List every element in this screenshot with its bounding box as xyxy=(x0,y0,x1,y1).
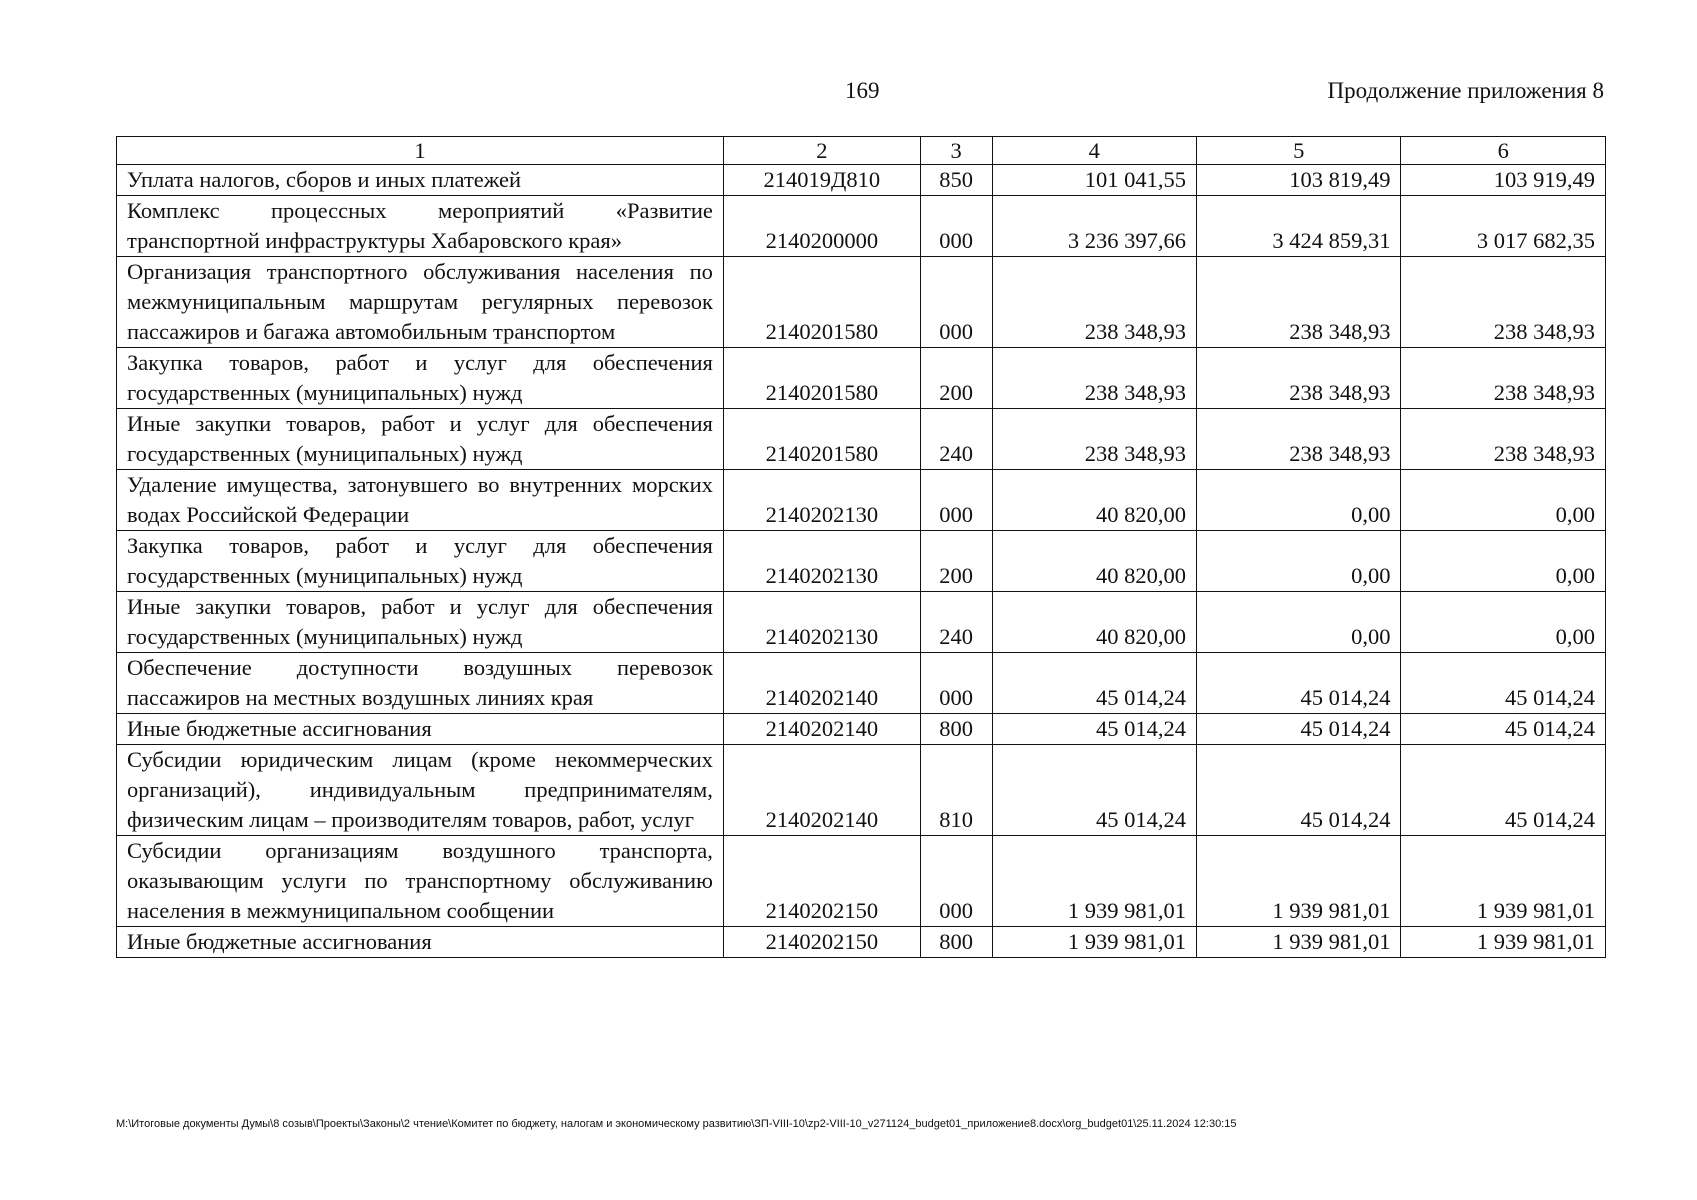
row-value-col6: 45 014,24 xyxy=(1401,653,1606,714)
row-type-cell: 800 xyxy=(920,927,992,958)
row-type-cell: 000 xyxy=(920,836,992,927)
row-value-col6: 0,00 xyxy=(1401,592,1606,653)
row-value-col6: 238 348,93 xyxy=(1401,409,1606,470)
row-name-cell: Обеспечение доступности воздушных перевозок пассажиров на местных воздушных линиях края xyxy=(117,653,724,714)
row-value-col5: 103 819,49 xyxy=(1197,165,1401,196)
row-value-col6: 1 939 981,01 xyxy=(1401,927,1606,958)
table-header-row xyxy=(117,137,1606,165)
row-code-cell: 2140202150 xyxy=(723,927,920,958)
table-row xyxy=(117,836,1606,927)
row-code-cell: 2140201580 xyxy=(723,409,920,470)
table-row xyxy=(117,745,1606,836)
row-value-col4: 40 820,00 xyxy=(992,592,1196,653)
row-value-col5: 238 348,93 xyxy=(1197,257,1401,348)
row-value-col5: 238 348,93 xyxy=(1197,348,1401,409)
row-code-cell: 2140202140 xyxy=(723,653,920,714)
table-row xyxy=(117,257,1606,348)
row-value-col4: 45 014,24 xyxy=(992,745,1196,836)
row-value-col6: 238 348,93 xyxy=(1401,257,1606,348)
row-value-col4: 45 014,24 xyxy=(992,714,1196,745)
row-value-col5: 0,00 xyxy=(1197,592,1401,653)
column-header-3: 3 xyxy=(920,137,992,165)
row-value-col5: 238 348,93 xyxy=(1197,409,1401,470)
table-row xyxy=(117,470,1606,531)
row-value-col6: 103 919,49 xyxy=(1401,165,1606,196)
row-value-col4: 238 348,93 xyxy=(992,409,1196,470)
row-code-cell: 2140201580 xyxy=(723,348,920,409)
page-number: 169 xyxy=(845,78,880,103)
row-value-col6: 238 348,93 xyxy=(1401,348,1606,409)
row-value-col5: 45 014,24 xyxy=(1197,653,1401,714)
row-name-cell: Удаление имущества, затонувшего во внутренних морских водах Российской Федерации xyxy=(117,470,724,531)
table-row xyxy=(117,592,1606,653)
table-row xyxy=(117,927,1606,958)
row-value-col6: 0,00 xyxy=(1401,470,1606,531)
row-type-cell: 000 xyxy=(920,653,992,714)
row-value-col5: 1 939 981,01 xyxy=(1197,836,1401,927)
row-type-cell: 200 xyxy=(920,348,992,409)
column-header-4: 4 xyxy=(992,137,1196,165)
row-name-cell: Иные закупки товаров, работ и услуг для обеспечения государственных (муниципальных) нужд xyxy=(117,409,724,470)
row-type-cell: 240 xyxy=(920,409,992,470)
row-code-cell: 2140200000 xyxy=(723,196,920,257)
row-value-col4: 101 041,55 xyxy=(992,165,1196,196)
row-code-cell: 2140202130 xyxy=(723,470,920,531)
row-value-col4: 3 236 397,66 xyxy=(992,196,1196,257)
row-code-cell: 2140202130 xyxy=(723,592,920,653)
row-value-col6: 3 017 682,35 xyxy=(1401,196,1606,257)
row-type-cell: 850 xyxy=(920,165,992,196)
table-row xyxy=(117,196,1606,257)
row-name-cell: Субсидии организациям воздушного транспорта, оказывающим услуги по транспортному обслуживанию населения в межмуниципальном сообщении xyxy=(117,836,724,927)
table-row xyxy=(117,409,1606,470)
row-value-col6: 45 014,24 xyxy=(1401,745,1606,836)
row-value-col4: 238 348,93 xyxy=(992,348,1196,409)
column-header-6: 6 xyxy=(1401,137,1606,165)
table-row xyxy=(117,714,1606,745)
row-value-col4: 40 820,00 xyxy=(992,470,1196,531)
row-value-col6: 1 939 981,01 xyxy=(1401,836,1606,927)
table-row xyxy=(117,348,1606,409)
row-code-cell: 2140201580 xyxy=(723,257,920,348)
budget-table xyxy=(116,136,1606,958)
column-header-5: 5 xyxy=(1197,137,1401,165)
row-value-col5: 45 014,24 xyxy=(1197,714,1401,745)
table-row xyxy=(117,653,1606,714)
row-code-cell: 214019Д810 xyxy=(723,165,920,196)
row-value-col4: 1 939 981,01 xyxy=(992,927,1196,958)
row-name-cell: Иные бюджетные ассигнования xyxy=(117,714,724,745)
row-value-col4: 1 939 981,01 xyxy=(992,836,1196,927)
row-type-cell: 000 xyxy=(920,196,992,257)
table-row xyxy=(117,165,1606,196)
row-code-cell: 2140202140 xyxy=(723,745,920,836)
row-name-cell: Закупка товаров, работ и услуг для обеспечения государственных (муниципальных) нужд xyxy=(117,348,724,409)
row-name-cell: Иные закупки товаров, работ и услуг для обеспечения государственных (муниципальных) нужд xyxy=(117,592,724,653)
column-header-1: 1 xyxy=(117,137,724,165)
row-name-cell: Субсидии юридическим лицам (кроме некоммерческих организаций), индивидуальным предпринимателям, физическим лицам – производителям товаров, работ, услуг xyxy=(117,745,724,836)
row-value-col4: 238 348,93 xyxy=(992,257,1196,348)
row-value-col6: 0,00 xyxy=(1401,531,1606,592)
row-type-cell: 810 xyxy=(920,745,992,836)
row-value-col5: 0,00 xyxy=(1197,470,1401,531)
row-value-col5: 3 424 859,31 xyxy=(1197,196,1401,257)
row-code-cell: 2140202130 xyxy=(723,531,920,592)
row-value-col5: 0,00 xyxy=(1197,531,1401,592)
row-value-col4: 40 820,00 xyxy=(992,531,1196,592)
document-file-path: M:\Итоговые документы Думы\8 созыв\Проекты\Законы\2 чтение\Комитет по бюджету, налогам и экономическому развитию\ЗП-VIII-10\zp2-VIII-10_v271124_budget01_приложение8.docx\org_budget01\25.11.2024 12:30:15 xyxy=(116,1118,1237,1130)
row-code-cell: 2140202140 xyxy=(723,714,920,745)
row-type-cell: 200 xyxy=(920,531,992,592)
row-value-col6: 45 014,24 xyxy=(1401,714,1606,745)
row-name-cell: Уплата налогов, сборов и иных платежей xyxy=(117,165,724,196)
row-name-cell: Иные бюджетные ассигнования xyxy=(117,927,724,958)
column-header-2: 2 xyxy=(723,137,920,165)
row-value-col5: 45 014,24 xyxy=(1197,745,1401,836)
appendix-title: Продолжение приложения 8 xyxy=(1327,78,1604,103)
row-type-cell: 000 xyxy=(920,257,992,348)
row-type-cell: 800 xyxy=(920,714,992,745)
row-type-cell: 000 xyxy=(920,470,992,531)
row-value-col4: 45 014,24 xyxy=(992,653,1196,714)
row-code-cell: 2140202150 xyxy=(723,836,920,927)
table-row xyxy=(117,531,1606,592)
row-name-cell: Закупка товаров, работ и услуг для обеспечения государственных (муниципальных) нужд xyxy=(117,531,724,592)
row-name-cell: Организация транспортного обслуживания населения по межмуниципальным маршрутам регулярных перевозок пассажиров и багажа автомобильным транспортом xyxy=(117,257,724,348)
row-value-col5: 1 939 981,01 xyxy=(1197,927,1401,958)
row-name-cell: Комплекс процессных мероприятий «Развитие транспортной инфраструктуры Хабаровского края» xyxy=(117,196,724,257)
row-type-cell: 240 xyxy=(920,592,992,653)
